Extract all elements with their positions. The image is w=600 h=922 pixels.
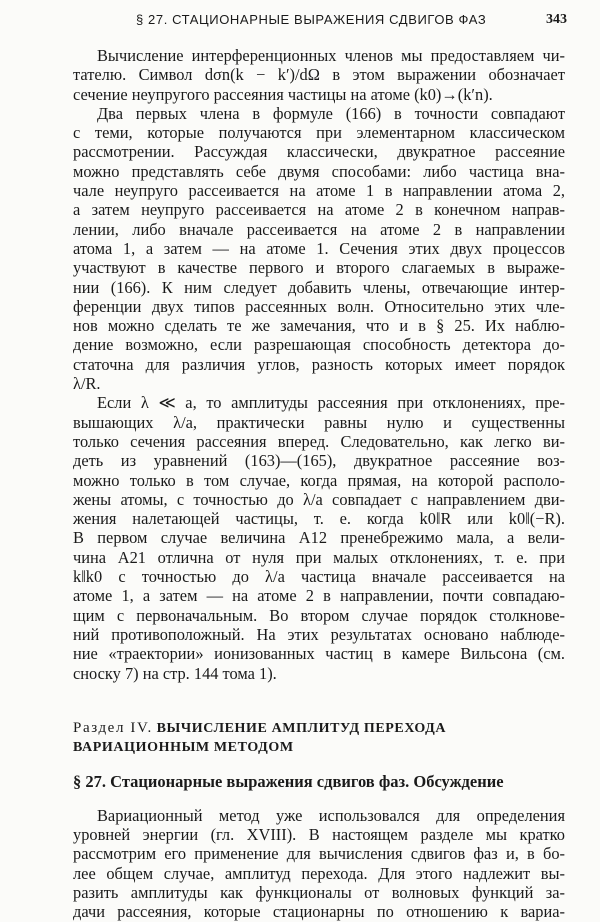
section-heading: [73, 719, 565, 738]
page-number: 343: [546, 12, 567, 27]
text-line: тателю. Символ dσn(k − k′)/dΩ в этом выражении обозначает: [73, 65, 565, 85]
text-line: В первом случае величина A12 пренебрежимо мала, а вели-: [73, 528, 565, 548]
text-line: разить амплитуды как функционалы от волновых функций за-: [73, 882, 565, 902]
text-line: Два первых члена в формуле (166) в точности совпадают: [97, 103, 565, 123]
text-line: атома 1, а затем — на атоме 1. Сечения этих двух процессов: [73, 238, 565, 258]
text-line: можно только в том случае, когда прямая, на которой располо-: [73, 470, 565, 490]
paragraph-2: [73, 104, 565, 393]
text-line: нов можно сделать те же замечания, что и в § 25. Их наблю-: [73, 316, 565, 336]
text-line: сечение неупругого рассеяния частицы на атоме (k0)→(k′n).: [73, 84, 493, 104]
text-line: лении, либо вначале рассеивается на атоме 2 в направлении: [73, 219, 565, 239]
text-line: только сечения рассеяния вперед. Следовательно, как легко ви-: [73, 431, 565, 451]
body-text: [73, 46, 565, 922]
text-line: вышающих λ/a, практически равны нулю и существенны: [73, 412, 565, 432]
paragraph-1: [73, 46, 565, 104]
text-line: рассмотрим его применение для вычисления сдвигов фаз и, в бо-: [73, 844, 565, 864]
text-line: k‖k0 с точностью до λ/a частица вначале рассеивается на: [73, 567, 565, 587]
text-line: чале неупруго рассеивается на атоме 1 в направлении атома 2,: [73, 181, 565, 201]
text-line: ний противоположный. На этих результатах основано наблюде-: [73, 624, 565, 644]
section-spacer: [73, 683, 565, 719]
text-line: атоме 1, а затем — на атоме 2 в направлении, почти совпадаю-: [73, 586, 565, 606]
text-line: статочна для различия углов, разность которых имеет порядок: [73, 354, 565, 374]
text-line: нии (166). К ним следует добавить члены, отвечающие интер-: [73, 277, 565, 297]
text-line: рассмотрении. Рассуждая классически, двукратное рассеяние: [73, 142, 565, 162]
text-line: щим с первоначальным. Во втором случае порядок столкнове-: [73, 605, 565, 625]
text-line: деть из уравнений (163)—(165), двукратное рассеяние воз-: [73, 451, 565, 471]
section-label: Раздел IV.: [73, 719, 153, 736]
text-line: а затем неупруго рассеивается на атоме 2 в конечном направ-: [73, 200, 565, 220]
text-line: сноску 7) на стр. 144 тома 1).: [73, 663, 277, 683]
text-line: лее общем случае, амплитуд перехода. Для этого надлежит вы-: [73, 863, 565, 883]
text-line: можно представлять себе двумя способами: либо частица вна-: [73, 161, 565, 181]
text-line: с теми, которые получаются при элементарном классическом: [73, 123, 565, 143]
text-line: λ/R.: [73, 374, 101, 394]
text-line: ференции двух типов рассеянных волн. Относительно этих чле-: [73, 296, 565, 316]
text-line: участвуют в качестве первого и второго слагаемых в выраже-: [73, 258, 565, 278]
section-title-line-2: ВАРИАЦИОННЫМ МЕТОДОМ: [73, 739, 294, 755]
text-line: дачи рассеяния, которые стационарны по отношению к вариа-: [73, 902, 565, 922]
text-line: чина A21 отлична от нуля при малых отклонениях, т. е. при: [73, 547, 565, 567]
text-line: жения налетающей частицы, т. е. когда k0‖R или k0‖(−R).: [73, 509, 565, 529]
section-heading-line-2: [73, 738, 565, 757]
text-line: дение возможно, если разрешающая способность детектора до-: [73, 335, 565, 355]
text-line: Если λ ≪ a, то амплитуды рассеяния при отклонениях, пре-: [97, 393, 565, 413]
page-header: [0, 10, 600, 36]
paragraph-3: [73, 393, 565, 682]
paragraph-4: [73, 806, 565, 922]
section-title-line-1: ВЫЧИСЛЕНИЕ АМПЛИТУД ПЕРЕХОДА: [156, 720, 447, 736]
text-line: Вариационный метод уже использовался для определения: [97, 805, 565, 825]
text-line: жены атомы, с точностью до λ/a совпадает с направлением дви-: [73, 489, 565, 509]
text-line: ние «траектории» ионизованных частиц в камере Вильсона (см.: [73, 644, 565, 664]
subsection-title: § 27. Стационарные выражения сдвигов фаз. Обсуждение: [73, 771, 504, 791]
text-line: Вычисление интерференционных членов мы предоставляем чи-: [97, 46, 565, 65]
running-title: § 27. СТАЦИОНАРНЫЕ ВЫРАЖЕНИЯ СДВИГОВ ФАЗ: [136, 12, 487, 27]
text-line: уровней энергии (гл. XVIII). В настоящем разделе мы кратко: [73, 825, 565, 845]
